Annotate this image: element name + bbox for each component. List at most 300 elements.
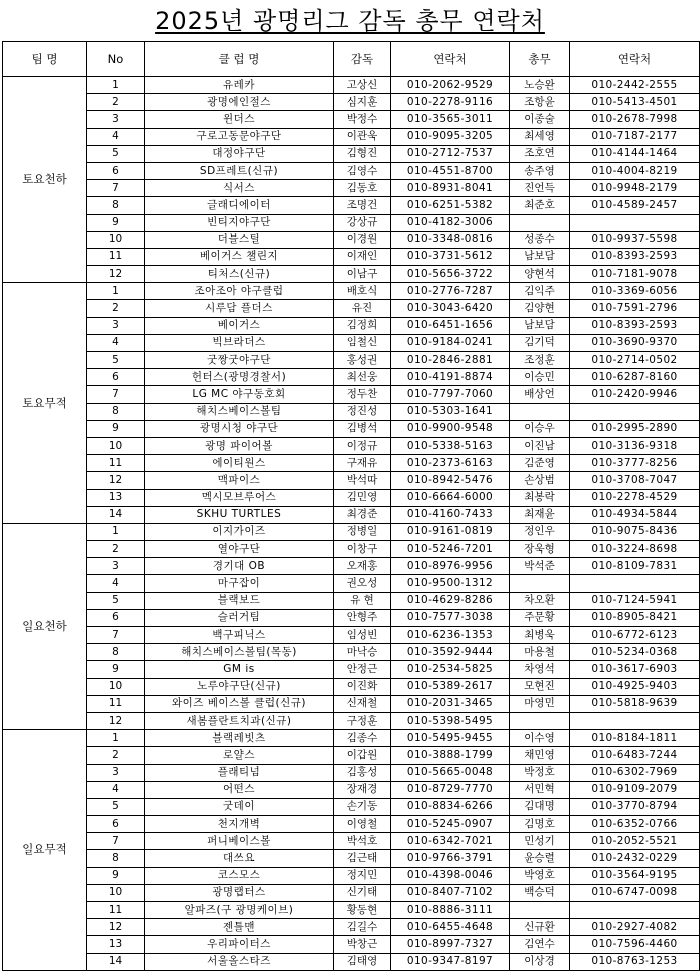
table-row (3, 317, 700, 334)
manager-name: 박창근 (334, 936, 391, 953)
manager-name: 김태영 (334, 953, 391, 970)
secretary-name (510, 902, 570, 919)
row-number: 4 (87, 128, 145, 145)
table-row (3, 248, 700, 265)
manager-phone: 010-2031-3465 (391, 695, 510, 712)
secretary-name: 남보담 (510, 248, 570, 265)
manager-phone: 010-8942-5476 (391, 472, 510, 489)
row-number: 10 (87, 231, 145, 248)
table-row (3, 558, 700, 575)
secretary-phone: 010-2995-2890 (570, 420, 700, 437)
table-row (3, 266, 700, 283)
secretary-phone: 010-7596-4460 (570, 936, 700, 953)
manager-name: 정진성 (334, 403, 391, 420)
secretary-name: 김익주 (510, 283, 570, 300)
secretary-phone: 010-8184-1811 (570, 730, 700, 747)
club-name: 와이즈 베이스볼 클럽(신규) (145, 695, 334, 712)
manager-phone: 010-6451-1656 (391, 317, 510, 334)
manager-phone: 010-9095-3205 (391, 128, 510, 145)
row-number: 8 (87, 403, 145, 420)
row-number: 6 (87, 369, 145, 386)
secretary-name: 송주영 (510, 162, 570, 179)
secretary-phone: 010-2052-5521 (570, 833, 700, 850)
table-row (3, 506, 700, 523)
club-name: 광명에인절스 (145, 94, 334, 111)
manager-phone: 010-5245-0907 (391, 816, 510, 833)
secretary-name: 배상언 (510, 386, 570, 403)
table-row (3, 798, 700, 815)
secretary-phone: 010-9075-8436 (570, 523, 700, 540)
secretary-phone (570, 214, 700, 231)
secretary-name: 노승완 (510, 77, 570, 94)
secretary-phone: 010-3617-6903 (570, 661, 700, 678)
club-name: 굿데이 (145, 798, 334, 815)
manager-phone: 010-9347-8197 (391, 953, 510, 970)
secretary-name: 최세영 (510, 128, 570, 145)
secretary-phone: 010-9109-2079 (570, 781, 700, 798)
manager-phone: 010-3888-1799 (391, 747, 510, 764)
manager-name: 권오성 (334, 575, 391, 592)
club-name: 우리파이터스 (145, 936, 334, 953)
club-name: 식서스 (145, 180, 334, 197)
header-secretary-phone: 연락처 (570, 42, 700, 77)
table-row (3, 695, 700, 712)
club-name: 로얄스 (145, 747, 334, 764)
manager-phone: 010-2846-2881 (391, 352, 510, 369)
table-body (3, 77, 700, 971)
row-number: 3 (87, 317, 145, 334)
table-row (3, 455, 700, 472)
secretary-name: 김연수 (510, 936, 570, 953)
table-row (3, 850, 700, 867)
table-row (3, 541, 700, 558)
row-number: 12 (87, 266, 145, 283)
table-row (3, 352, 700, 369)
row-number: 3 (87, 111, 145, 128)
secretary-phone: 010-4934-5844 (570, 506, 700, 523)
secretary-phone: 010-5234-0368 (570, 644, 700, 661)
secretary-phone: 010-4589-2457 (570, 197, 700, 214)
table-row (3, 472, 700, 489)
table-row (3, 77, 700, 94)
row-number: 9 (87, 420, 145, 437)
table-row (3, 437, 700, 454)
club-name: 빈티지야구단 (145, 214, 334, 231)
secretary-name: 박석준 (510, 558, 570, 575)
manager-name: 이진화 (334, 678, 391, 695)
secretary-name: 이진남 (510, 437, 570, 454)
club-name: 플래티넘 (145, 764, 334, 781)
club-name: 광명 파이어볼 (145, 437, 334, 454)
row-number: 6 (87, 609, 145, 626)
table-row (3, 300, 700, 317)
club-name: 베이거스 (145, 317, 334, 334)
secretary-phone: 010-3770-8794 (570, 798, 700, 815)
club-name: 블랙보드 (145, 592, 334, 609)
manager-phone: 010-8931-8041 (391, 180, 510, 197)
secretary-name: 이승우 (510, 420, 570, 437)
table-row (3, 953, 700, 970)
club-name: 굿짱굿야구단 (145, 352, 334, 369)
secretary-phone: 010-2432-0229 (570, 850, 700, 867)
manager-name: 박정수 (334, 111, 391, 128)
secretary-name: 성종수 (510, 231, 570, 248)
table-row (3, 523, 700, 540)
manager-phone: 010-8834-6266 (391, 798, 510, 815)
header-secretary: 총무 (510, 42, 570, 77)
secretary-phone: 010-4925-9403 (570, 678, 700, 695)
row-number: 10 (87, 437, 145, 454)
table-row (3, 94, 700, 111)
secretary-name: 민성기 (510, 833, 570, 850)
club-name: 대쓰요 (145, 850, 334, 867)
manager-phone: 010-6342-7021 (391, 833, 510, 850)
table-row (3, 936, 700, 953)
club-name: 코스모스 (145, 867, 334, 884)
secretary-name: 차영석 (510, 661, 570, 678)
manager-name: 심지훈 (334, 94, 391, 111)
club-name: 서울올스타즈 (145, 953, 334, 970)
row-number: 6 (87, 162, 145, 179)
row-number: 1 (87, 283, 145, 300)
manager-phone: 010-3565-3011 (391, 111, 510, 128)
table-row (3, 816, 700, 833)
club-name: 조아조아 야구클럽 (145, 283, 334, 300)
club-name: 광명시청 야구단 (145, 420, 334, 437)
secretary-phone: 010-3224-8698 (570, 541, 700, 558)
secretary-name: 조정훈 (510, 352, 570, 369)
club-name: 광명랩터스 (145, 884, 334, 901)
row-number: 4 (87, 781, 145, 798)
club-name: 천지개벽 (145, 816, 334, 833)
manager-name: 김근태 (334, 850, 391, 867)
secretary-phone: 010-7124-5941 (570, 592, 700, 609)
table-row (3, 919, 700, 936)
manager-phone: 010-8729-7770 (391, 781, 510, 798)
secretary-name (510, 214, 570, 231)
secretary-phone: 010-8109-7831 (570, 558, 700, 575)
manager-phone: 010-2373-6163 (391, 455, 510, 472)
row-number: 2 (87, 94, 145, 111)
header-no: No (87, 42, 145, 77)
club-name: 알파즈(구 광명케이브) (145, 902, 334, 919)
manager-phone: 010-8886-3111 (391, 902, 510, 919)
row-number: 7 (87, 386, 145, 403)
manager-name: 오재홍 (334, 558, 391, 575)
manager-name: 김동호 (334, 180, 391, 197)
row-number: 4 (87, 334, 145, 351)
secretary-name: 신규환 (510, 919, 570, 936)
secretary-phone: 010-7181-9078 (570, 266, 700, 283)
club-name: 멕시모브루어스 (145, 489, 334, 506)
secretary-phone: 010-8393-2593 (570, 317, 700, 334)
club-name: 블랙레빗츠 (145, 730, 334, 747)
club-name: 마구잡이 (145, 575, 334, 592)
row-number: 2 (87, 300, 145, 317)
secretary-phone: 010-5818-9639 (570, 695, 700, 712)
secretary-name: 김명호 (510, 816, 570, 833)
manager-phone: 010-5656-3722 (391, 266, 510, 283)
secretary-name: 최봉락 (510, 489, 570, 506)
row-number: 14 (87, 506, 145, 523)
club-name: 경기대 OB (145, 558, 334, 575)
table-row (3, 489, 700, 506)
secretary-phone: 010-2678-7998 (570, 111, 700, 128)
manager-phone: 010-5338-5163 (391, 437, 510, 454)
table-row (3, 644, 700, 661)
secretary-name: 최재윤 (510, 506, 570, 523)
club-name: 해치스베이스볼팀 (145, 403, 334, 420)
manager-phone: 010-9500-1312 (391, 575, 510, 592)
table-row (3, 884, 700, 901)
header-row (3, 42, 700, 77)
manager-phone: 010-4551-8700 (391, 162, 510, 179)
manager-name: 장재경 (334, 781, 391, 798)
club-name: 새봄플란트치과(신규) (145, 712, 334, 729)
secretary-name: 김준영 (510, 455, 570, 472)
table-row (3, 833, 700, 850)
table-row (3, 386, 700, 403)
secretary-phone: 010-8393-2593 (570, 248, 700, 265)
manager-phone: 010-3731-5612 (391, 248, 510, 265)
club-name: 글래디에이터 (145, 197, 334, 214)
secretary-name: 최준호 (510, 197, 570, 214)
manager-name: 이경원 (334, 231, 391, 248)
secretary-phone: 010-6483-7244 (570, 747, 700, 764)
club-name: 에이티원스 (145, 455, 334, 472)
secretary-name: 이종술 (510, 111, 570, 128)
manager-name: 안형주 (334, 609, 391, 626)
table-row (3, 162, 700, 179)
manager-name: 김길수 (334, 919, 391, 936)
manager-name: 박석따 (334, 472, 391, 489)
table-row (3, 627, 700, 644)
row-number: 11 (87, 455, 145, 472)
manager-phone: 010-9161-0819 (391, 523, 510, 540)
manager-name: 정지민 (334, 867, 391, 884)
table-row (3, 334, 700, 351)
row-number: 5 (87, 145, 145, 162)
row-number: 1 (87, 77, 145, 94)
manager-name: 안정근 (334, 661, 391, 678)
secretary-phone (570, 712, 700, 729)
manager-name: 이남구 (334, 266, 391, 283)
manager-name: 정두찬 (334, 386, 391, 403)
club-name: 젠틀맨 (145, 919, 334, 936)
secretary-name: 윤승렬 (510, 850, 570, 867)
table-row (3, 575, 700, 592)
manager-phone: 010-4160-7433 (391, 506, 510, 523)
manager-name: 홍성권 (334, 352, 391, 369)
manager-phone: 010-9184-0241 (391, 334, 510, 351)
club-name: 빅브라더스 (145, 334, 334, 351)
row-number: 3 (87, 558, 145, 575)
row-number: 13 (87, 489, 145, 506)
secretary-name: 정인우 (510, 523, 570, 540)
header-manager: 감독 (334, 42, 391, 77)
club-name: 구로고동문야구단 (145, 128, 334, 145)
secretary-phone: 010-7187-2177 (570, 128, 700, 145)
secretary-phone: 010-2420-9946 (570, 386, 700, 403)
table-row (3, 197, 700, 214)
secretary-phone: 010-9937-5598 (570, 231, 700, 248)
manager-phone: 010-2776-7287 (391, 283, 510, 300)
secretary-phone: 010-4004-8219 (570, 162, 700, 179)
row-number: 10 (87, 884, 145, 901)
secretary-phone: 010-6302-7969 (570, 764, 700, 781)
secretary-name: 백승덕 (510, 884, 570, 901)
row-number: 6 (87, 816, 145, 833)
club-name: 티처스(신규) (145, 266, 334, 283)
manager-phone: 010-4398-0046 (391, 867, 510, 884)
secretary-phone: 010-9948-2179 (570, 180, 700, 197)
table-row (3, 747, 700, 764)
secretary-phone: 010-6352-0766 (570, 816, 700, 833)
secretary-name: 김기덕 (510, 334, 570, 351)
club-name: 해치스베이스볼팀(목동) (145, 644, 334, 661)
manager-name: 구재유 (334, 455, 391, 472)
manager-phone: 010-5389-2617 (391, 678, 510, 695)
team-name: 일요무적 (3, 730, 87, 971)
secretary-name: 주문황 (510, 609, 570, 626)
secretary-name: 마영민 (510, 695, 570, 712)
manager-name: 정병일 (334, 523, 391, 540)
row-number: 7 (87, 833, 145, 850)
table-row (3, 420, 700, 437)
secretary-phone: 010-3564-9195 (570, 867, 700, 884)
manager-phone: 010-2278-9116 (391, 94, 510, 111)
manager-name: 유진 (334, 300, 391, 317)
row-number: 3 (87, 764, 145, 781)
manager-phone: 010-3592-9444 (391, 644, 510, 661)
manager-phone: 010-5246-7201 (391, 541, 510, 558)
table-row (3, 231, 700, 248)
manager-name: 박석호 (334, 833, 391, 850)
secretary-phone (570, 575, 700, 592)
secretary-phone: 010-7591-2796 (570, 300, 700, 317)
table-row (3, 678, 700, 695)
club-name: 베이거스 챌린지 (145, 248, 334, 265)
manager-name: 김형진 (334, 145, 391, 162)
secretary-phone: 010-4144-1464 (570, 145, 700, 162)
manager-name: 김영수 (334, 162, 391, 179)
table-row (3, 902, 700, 919)
row-number: 11 (87, 902, 145, 919)
secretary-name: 남보담 (510, 317, 570, 334)
table-row (3, 128, 700, 145)
secretary-phone: 010-2927-4082 (570, 919, 700, 936)
club-name: 노루야구단(신규) (145, 678, 334, 695)
row-number: 9 (87, 661, 145, 678)
table-row (3, 111, 700, 128)
secretary-phone: 010-5413-4501 (570, 94, 700, 111)
table-row (3, 712, 700, 729)
secretary-name (510, 712, 570, 729)
secretary-phone: 010-3136-9318 (570, 437, 700, 454)
secretary-name: 김대명 (510, 798, 570, 815)
table-row (3, 180, 700, 197)
club-name: 헌터스(광명경찰서) (145, 369, 334, 386)
manager-phone: 010-3348-0816 (391, 231, 510, 248)
secretary-phone: 010-3708-7047 (570, 472, 700, 489)
table-row (3, 145, 700, 162)
table-row (3, 661, 700, 678)
secretary-name: 김양현 (510, 300, 570, 317)
secretary-name: 이상경 (510, 953, 570, 970)
row-number: 10 (87, 678, 145, 695)
table-row (3, 781, 700, 798)
club-name: 이지가이즈 (145, 523, 334, 540)
manager-phone: 010-5398-5495 (391, 712, 510, 729)
manager-phone: 010-6664-6000 (391, 489, 510, 506)
secretary-name: 손상범 (510, 472, 570, 489)
secretary-name (510, 403, 570, 420)
row-number: 1 (87, 730, 145, 747)
manager-name: 이갑원 (334, 747, 391, 764)
secretary-name: 서민혁 (510, 781, 570, 798)
secretary-phone (570, 403, 700, 420)
club-name: 윈더스 (145, 111, 334, 128)
row-number: 7 (87, 627, 145, 644)
manager-name: 김종수 (334, 730, 391, 747)
manager-name: 구정훈 (334, 712, 391, 729)
manager-phone: 010-7797-7060 (391, 386, 510, 403)
row-number: 13 (87, 936, 145, 953)
secretary-phone: 010-3777-8256 (570, 455, 700, 472)
manager-phone: 010-8407-7102 (391, 884, 510, 901)
secretary-name: 조항윤 (510, 94, 570, 111)
manager-name: 고상신 (334, 77, 391, 94)
secretary-phone: 010-6772-6123 (570, 627, 700, 644)
club-name: 슬러거팀 (145, 609, 334, 626)
secretary-name: 이수영 (510, 730, 570, 747)
secretary-name: 양현석 (510, 266, 570, 283)
table-row (3, 609, 700, 626)
manager-name: 이관욱 (334, 128, 391, 145)
secretary-phone (570, 902, 700, 919)
manager-phone: 010-4191-8874 (391, 369, 510, 386)
secretary-phone: 010-2278-4529 (570, 489, 700, 506)
secretary-phone: 010-2714-0502 (570, 352, 700, 369)
row-number: 2 (87, 747, 145, 764)
manager-phone: 010-5665-0048 (391, 764, 510, 781)
row-number: 12 (87, 712, 145, 729)
table-row (3, 214, 700, 231)
manager-phone: 010-9900-9548 (391, 420, 510, 437)
manager-phone: 010-6236-1353 (391, 627, 510, 644)
club-name: 맥파이스 (145, 472, 334, 489)
secretary-phone: 010-8763-1253 (570, 953, 700, 970)
row-number: 5 (87, 592, 145, 609)
club-name: 더블스틸 (145, 231, 334, 248)
manager-name: 조명건 (334, 197, 391, 214)
row-number: 1 (87, 523, 145, 540)
row-number: 8 (87, 644, 145, 661)
manager-phone: 010-4629-8286 (391, 592, 510, 609)
manager-name: 유 현 (334, 592, 391, 609)
table-row (3, 730, 700, 747)
row-number: 9 (87, 867, 145, 884)
manager-name: 최경준 (334, 506, 391, 523)
row-number: 5 (87, 352, 145, 369)
secretary-phone: 010-8905-8421 (570, 609, 700, 626)
team-name: 토요천하 (3, 77, 87, 283)
manager-phone: 010-2062-9529 (391, 77, 510, 94)
row-number: 5 (87, 798, 145, 815)
club-name: 백구피닉스 (145, 627, 334, 644)
secretary-name: 장욱형 (510, 541, 570, 558)
club-name: 시루담 플더스 (145, 300, 334, 317)
